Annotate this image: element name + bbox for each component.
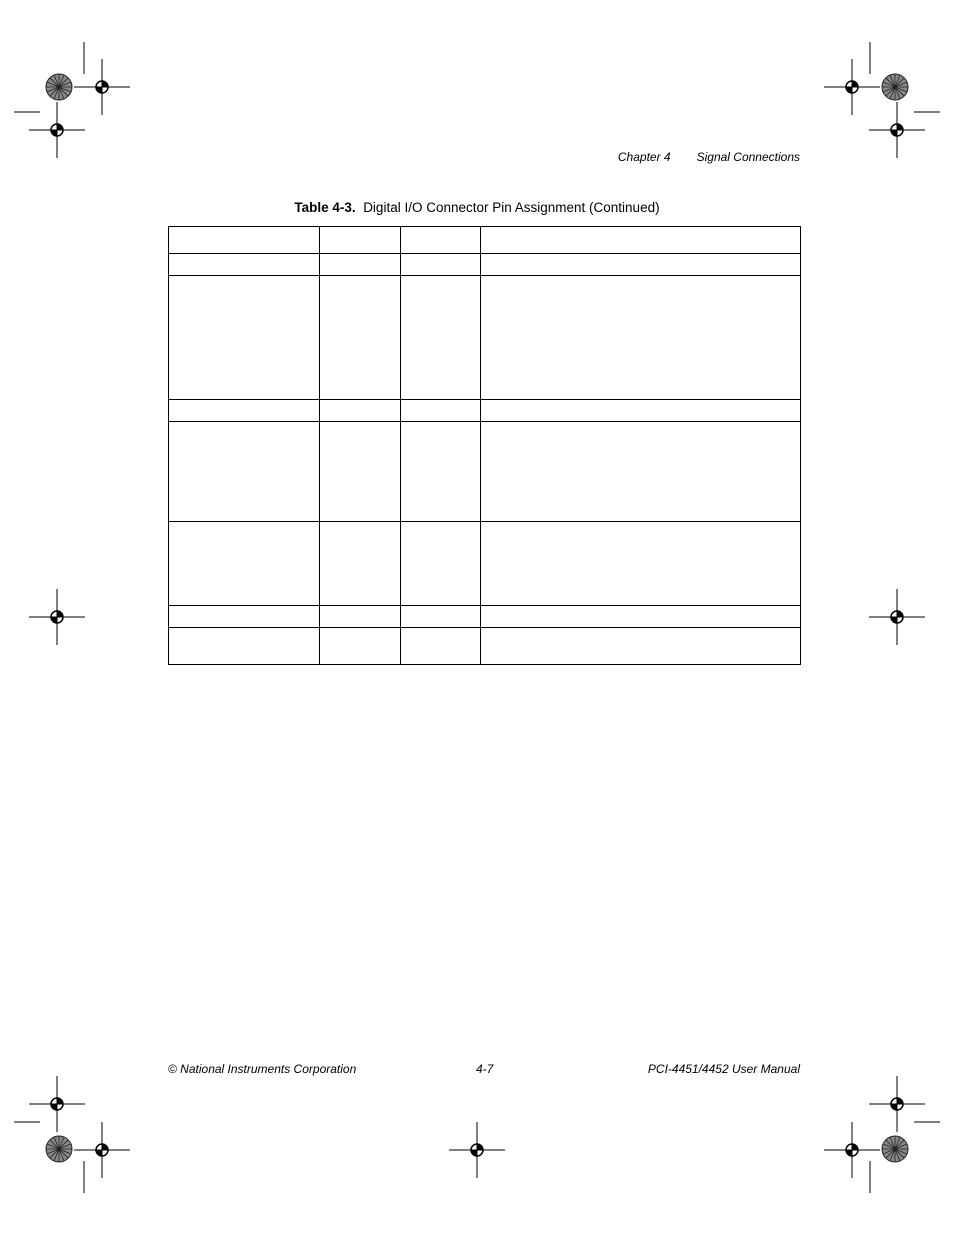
section-label: Signal Connections bbox=[696, 150, 800, 164]
footer-copyright: © National Instruments Corporation bbox=[168, 1062, 357, 1076]
footer-manual-title: PCI-4451/4452 User Manual bbox=[647, 1062, 800, 1076]
footer-page-number: 4-7 bbox=[476, 1062, 494, 1076]
table-title: Digital I/O Connector Pin Assignment (Continued) bbox=[363, 200, 660, 215]
table-number: Table 4-3. bbox=[294, 200, 356, 215]
chapter-label: Chapter 4 bbox=[617, 150, 671, 164]
